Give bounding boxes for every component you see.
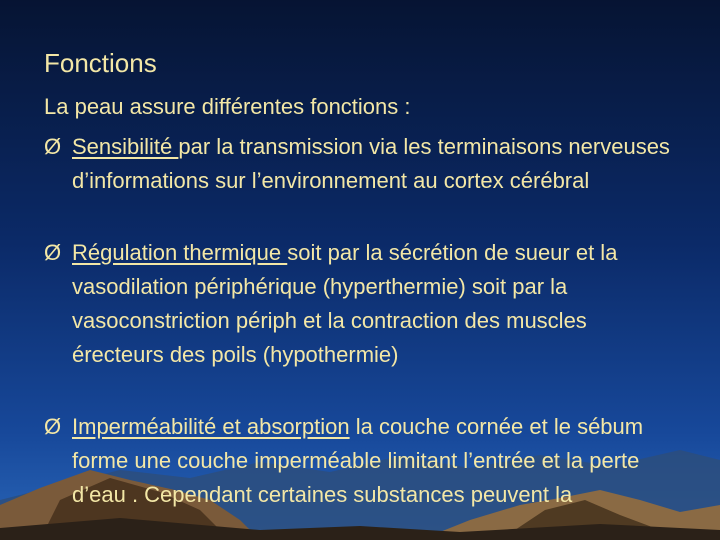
arrow-bullet-icon: Ø	[44, 240, 62, 265]
bullet-text	[72, 130, 684, 198]
bullet-text	[72, 236, 684, 372]
slide-title: Fonctions	[44, 48, 157, 78]
arrow-bullet-icon: Ø	[44, 414, 62, 439]
bullet-description: la couche cornée et le sébum forme une couche imperméable limitant l’entrée et la perte d’eau . Cependant certaines substances peuvent la	[72, 414, 644, 507]
bullet-term: Sensibilité	[72, 134, 179, 159]
bullet-description: par la transmission via les terminaisons nerveuses d’informations sur l’environnement au cortex cérébral	[72, 134, 670, 193]
slide-intro: La peau assure différentes fonctions :	[44, 94, 411, 119]
bullet-term: Imperméabilité et absorption	[72, 414, 350, 439]
bullet-description: soit par la sécrétion de sueur et la vasodilation périphérique (hyperthermie) soit par la vasoconstriction périph et la contraction des muscles érecteurs des poils (hypothermie)	[72, 240, 618, 367]
bullet-item-sensibilite	[44, 130, 684, 198]
bullet-text	[72, 410, 684, 512]
arrow-bullet-icon: Ø	[44, 134, 62, 159]
bullet-item-regulation-thermique	[44, 236, 684, 372]
bullet-item-impermeabilite	[44, 410, 684, 512]
bullet-term: Régulation thermique	[72, 240, 288, 265]
